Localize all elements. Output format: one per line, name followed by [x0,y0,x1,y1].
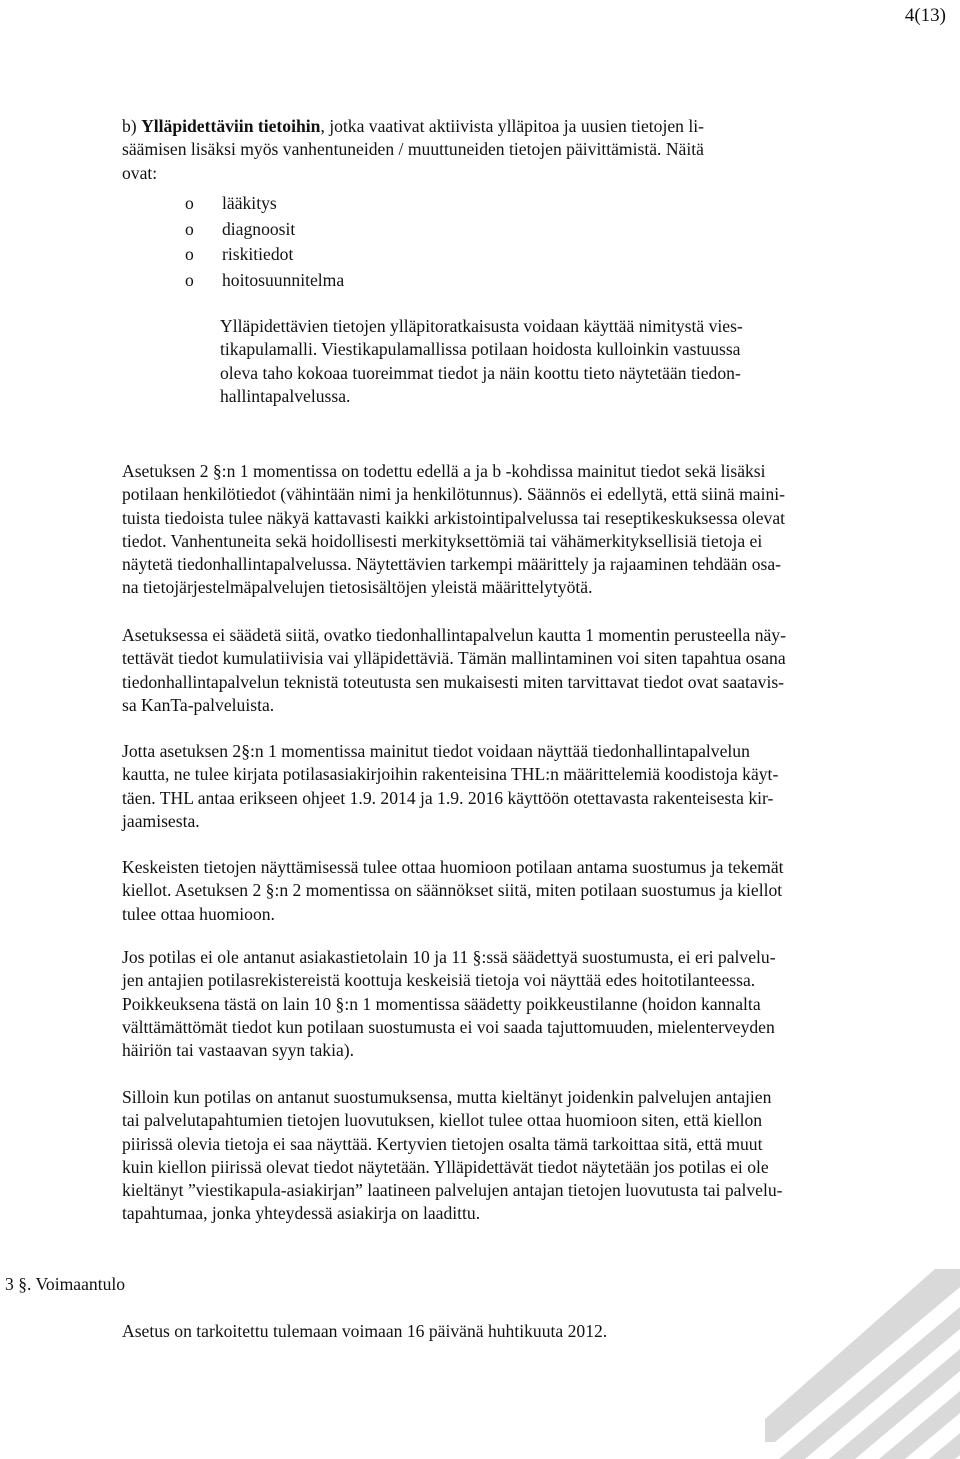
intro-line: säämisen lisäksi myös vanhentuneiden / muuttuneiden tietojen päivittämistä. Näitä [122,139,704,160]
list-item [185,268,344,294]
paragraph [122,624,880,717]
text-line: Poikkeuksena tästä on lain 10 §:n 1 momentissa säädetty poikkeustilanne (hoidon kannalta [122,993,761,1014]
intro-line: ovat: [122,162,158,183]
bullet-list [185,191,344,293]
text-line: oleva taho kokoaa tuoreimmat tiedot ja näin koottu tieto näytetään tiedon- [220,362,741,383]
item-b-marker: b) [122,116,137,136]
text-line: Jos potilas ei ole antanut asiakastietolain 10 ja 11 §:ssä säädettyä suostumusta, ei eri palvelu- [122,947,776,967]
text-line: potilaan henkilötiedot (vähintään nimi ja henkilötunnus). Säännös ei edellytä, että siinä maini- [122,484,786,505]
text-line: jaamisesta. [122,810,200,831]
diagonal-stripes-logo-icon [765,1269,960,1459]
text-line: tiedot. Vanhentuneita sekä hoidollisesti merkityksettömiä tai vähämerkityksellisiä tietoja ei [122,530,763,551]
indented-paragraph [220,315,875,408]
section-text: Asetus on tarkoitettu tulemaan voimaan 16 päivänä huhtikuuta 2012. [122,1321,608,1341]
paragraph [122,856,880,926]
list-item-label: lääkitys [222,193,277,213]
list-item-label: riskitiedot [222,244,294,264]
item-b-heading: Ylläpidettäviin tietoihin [141,116,321,136]
page-number: 4(13) [904,5,946,26]
text-line: häiriön tai vastaavan syyn takia). [122,1040,355,1061]
text-line: tulee ottaa huomioon. [122,903,275,924]
section-heading: 3 §. Voimaantulo [5,1274,126,1294]
text-line: hallintapalvelussa. [220,385,351,406]
text-line: välttämättömät tiedot kun potilaan suostumusta ei voi saada tajuttomuuden, mielenterveyden [122,1016,775,1037]
text-line: na tietojärjestelmäpalvelujen tietosisältöjen yleistä määrittelytyötä. [122,577,593,598]
paragraph [122,460,880,600]
intro-line: , jotka vaativat aktiivista ylläpitoa ja uusien tietojen li- [320,116,704,136]
text-line: Asetuksessa ei säädetä siitä, ovatko tiedonhallintapalvelun kautta 1 momentin perusteella näy- [122,625,786,645]
text-line: kieltänyt ”viestikapula-asiakirjan” laatineen palvelujen antajan tietojen luovutusta tai palvelu- [122,1180,783,1201]
text-line: Silloin kun potilas on antanut suostumuksensa, mutta kieltänyt joidenkin palvelujen antajien [122,1087,772,1107]
list-item [185,242,344,268]
text-line: sa KanTa-palveluista. [122,694,275,715]
paragraph [122,1086,880,1226]
item-b-intro [122,115,852,185]
text-line: Jotta asetuksen 2§:n 1 momentissa mainitut tiedot voidaan näyttää tiedonhallintapalvelun [122,741,750,761]
text-line: tai palvelutapahtumien tietojen luovutuksen, kiellot tulee ottaa huomioon siten, että kiellon [122,1110,763,1131]
text-line: tiedonhallintapalvelun teknistä toteutusta sen mukaisesti miten tarvittavat tiedot ovat saatavis- [122,671,785,692]
text-line: piirissä olevia tietoja ei saa näyttää. Kertyvien tietojen osalta tämä tarkoittaa sitä, että muut [122,1133,763,1154]
paragraph [122,946,880,1062]
list-item-label: hoitosuunnitelma [222,269,345,290]
list-item [185,217,344,243]
text-line: Ylläpidettävien tietojen ylläpitoratkaisusta voidaan käyttää nimitystä vies- [220,316,743,336]
text-line: tuista tiedoista tulee näkyä kattavasti kaikki arkistointipalvelussa tai reseptikeskuksessa olevat [122,507,786,528]
text-line: jen antajien potilasrekistereistä koottuja keskeisiä tietoja voi näyttää edes hoitotilanteessa. [122,970,756,991]
text-line: tapahtumaa, jonka yhteydessä asiakirja on laadittu. [122,1203,481,1224]
bullet-marker: o [185,244,194,264]
text-line: Keskeisten tietojen näyttämisessä tulee ottaa huomioon potilaan antama suostumus ja tekemät [122,857,784,877]
paragraph [122,740,880,833]
text-line: täen. THL antaa erikseen ohjeet 1.9. 2014 ja 1.9. 2016 käyttöön otettavasta rakenteisesta kir- [122,787,774,808]
bullet-marker: o [185,269,194,290]
text-line: näytetä tiedonhallintapalvelussa. Näytettävien tarkempi määrittely ja rajaaminen tehdään osa- [122,554,782,575]
text-line: kautta, ne tulee kirjata potilasasiakirjoihin rakenteisina THL:n määrittelemiä koodistoja käyt- [122,764,779,785]
text-line: tettävät tiedot kumulatiivisia vai ylläpidettäviä. Tämän mallintaminen voi siten tapahtua osana [122,648,786,669]
text-line: kiellot. Asetuksen 2 §:n 2 momentissa on säännökset siitä, miten potilaan suostumus ja kiellot [122,880,783,901]
bullet-marker: o [185,193,194,213]
text-line: tikapulamalli. Viestikapulamallissa potilaan hoidosta kulloinkin vastuussa [220,339,741,360]
list-item-label: diagnoosit [222,218,296,239]
text-line: Asetuksen 2 §:n 1 momentissa on todettu edellä a ja b -kohdissa mainitut tiedot sekä lisäksi [122,461,766,481]
text-line: kuin kiellon piirissä olevat tiedot näytetään. Ylläpidettävät tiedot näytetään jos potilas ei ole [122,1156,769,1177]
list-item [185,191,344,217]
bullet-marker: o [185,218,194,239]
